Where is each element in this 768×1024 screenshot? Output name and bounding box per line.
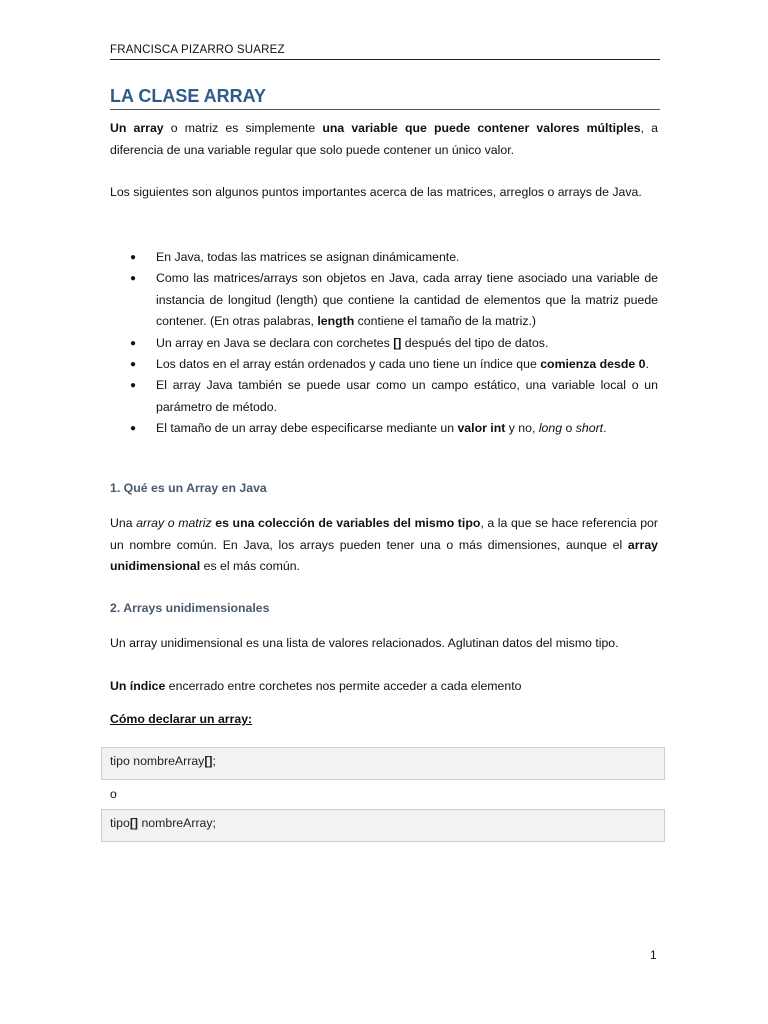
or-separator: o [110,787,117,801]
list-item: ● El tamaño de un array debe especificarse mediante un valor int y no, long o short. [110,418,658,439]
bullet-icon: ● [130,337,137,349]
section-1-heading: 1. Qué es un Array en Java [110,481,267,495]
section-1-paragraph: Una array o matriz es una colección de variables del mismo tipo, a la que se hace referencia por un nombre común. En Java, los arrays pueden tener una o más dimensiones, aunque el array unidimensional es el más común. [110,516,658,573]
page-title: LA CLASE ARRAY [110,86,660,110]
section-2-paragraph-1: Un array unidimensional es una lista de valores relacionados. Aglutinan datos del mismo tipo. [110,636,619,650]
section-2-heading: 2. Arrays unidimensionales [110,601,270,615]
intro-paragraph-1: Un array o matriz es simplemente una variable que puede contener valores múltiples, a diferencia de una variable regular que solo puede contener un único valor. [110,121,658,157]
list-item: ● Como las matrices/arrays son objetos en Java, cada array tiene asociado una variable de instancia de longitud (length) que contiene la cantidad de elementos que la matriz puede contener. (En otras palabras, length contiene el tamaño de la matriz.) [110,268,658,332]
running-header: FRANCISCA PIZARRO SUAREZ [110,44,660,60]
list-item: ● Un array en Java se declara con corchetes [] después del tipo de datos. [110,333,658,354]
code-box-2: tipo[] nombreArray; [101,809,665,842]
bullet-icon: ● [130,359,137,371]
bullet-icon: ● [130,380,137,392]
code-box-1: tipo nombreArray[]; [101,747,665,780]
bullet-icon: ● [130,273,137,285]
bullet-icon: ● [130,423,137,435]
bullet-icon: ● [130,252,137,263]
page-number: 1 [650,948,657,962]
list-item: ● Los datos en el array están ordenados y cada uno tiene un índice que comienza desde 0. [110,354,658,375]
intro-paragraph-2: Los siguientes son algunos puntos importantes acerca de las matrices, arreglos o arrays de Java. [110,185,642,199]
declare-array-heading: Cómo declarar un array: [110,712,253,726]
key-points-list [110,247,658,440]
list-item: ● El array Java también se puede usar como un campo estático, una variable local o un parámetro de método. [110,375,658,418]
list-item: ● En Java, todas las matrices se asignan dinámicamente. [110,247,658,268]
section-2-paragraph-2: Un índice encerrado entre corchetes nos permite acceder a cada elemento [110,679,522,693]
